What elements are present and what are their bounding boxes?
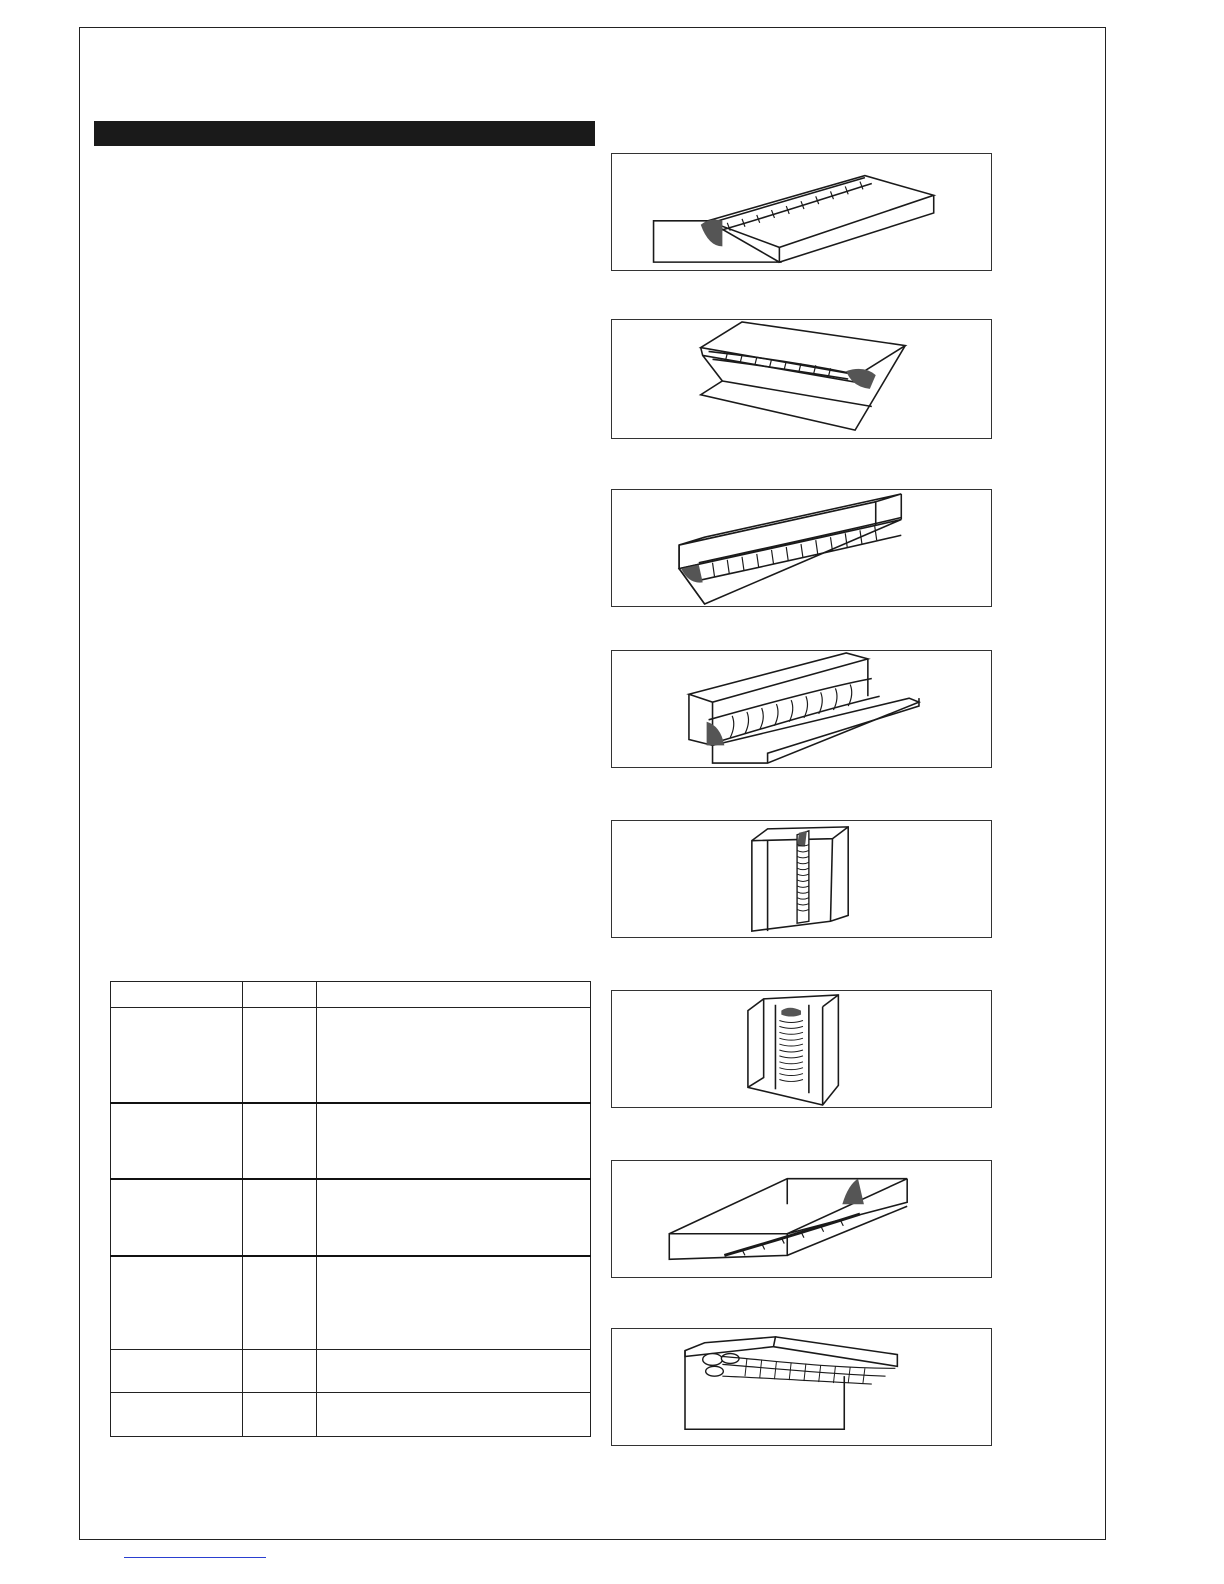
table-cell (111, 1350, 243, 1393)
table-row (111, 1256, 591, 1350)
table-row (111, 1393, 591, 1437)
section-header-bar (94, 121, 595, 146)
table-cell (317, 1350, 591, 1393)
flat-fillet-weld-illustration (612, 320, 991, 438)
horizontal-fillet-weld-illustration (612, 651, 991, 767)
table-cell (317, 1393, 591, 1437)
overhead-fillet-weld-illustration (612, 1329, 991, 1445)
table-cell (111, 1256, 243, 1350)
overhead-groove-weld-illustration (612, 1161, 991, 1277)
table-cell (243, 1350, 317, 1393)
table-cell (317, 1179, 591, 1256)
table-cell (243, 1103, 317, 1179)
vertical-groove-weld-illustration (612, 821, 991, 937)
table-row (111, 1008, 591, 1103)
table-header-cell (317, 982, 591, 1008)
table-cell (243, 1256, 317, 1350)
table-cell (317, 1103, 591, 1179)
table-cell (317, 1256, 591, 1350)
table-cell (243, 1008, 317, 1103)
table-cell (243, 1179, 317, 1256)
vertical-fillet-weld-figure (611, 990, 992, 1108)
table-cell (111, 1008, 243, 1103)
table-header-row (111, 982, 591, 1008)
horizontal-fillet-weld-figure (611, 650, 992, 768)
table-row (111, 1103, 591, 1179)
flat-groove-weld-illustration (612, 154, 991, 270)
footer-link-underline[interactable] (124, 1557, 266, 1558)
vertical-fillet-weld-illustration (612, 991, 991, 1107)
overhead-groove-weld-figure (611, 1160, 992, 1278)
table-cell (111, 1179, 243, 1256)
horizontal-groove-weld-illustration (612, 490, 991, 606)
flat-fillet-weld-figure (611, 319, 992, 439)
weld-position-table (110, 981, 591, 1437)
table-cell (111, 1103, 243, 1179)
vertical-groove-weld-figure (611, 820, 992, 938)
table-header-cell (111, 982, 243, 1008)
table-row (111, 1350, 591, 1393)
table-cell (317, 1008, 591, 1103)
table-cell (111, 1393, 243, 1437)
table-row (111, 1179, 591, 1256)
horizontal-groove-weld-figure (611, 489, 992, 607)
table-cell (243, 1393, 317, 1437)
overhead-fillet-weld-figure (611, 1328, 992, 1446)
table-header-cell (243, 982, 317, 1008)
flat-groove-weld-figure (611, 153, 992, 271)
